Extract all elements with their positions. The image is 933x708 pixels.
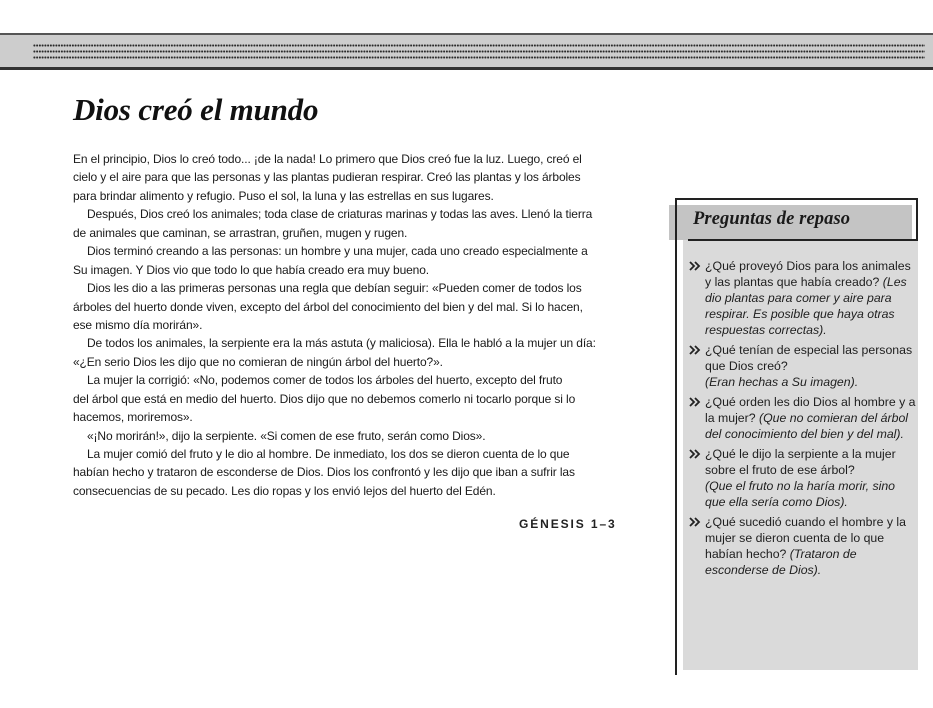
- answer-text: (Les dio plantas para comer y aire para respirar. Es posible que haya otras respuestas correctas).: [705, 275, 907, 337]
- list-item: [688, 258, 916, 338]
- text-line: «¡No morirán!», dijo la serpiente. «Si comen de ese fruto, serán como Dios».: [87, 428, 486, 443]
- paragraph: [73, 334, 653, 371]
- text-line: Dios les dio a las primeras personas una regla que debían seguir: «Pueden comer de todos los: [87, 281, 582, 296]
- text-line: de animales que caminan, se arrastran, gruñen, mugen y rugen.: [73, 225, 408, 240]
- dotted-rule: [33, 50, 925, 53]
- text-line: «¿En serio Dios les dijo que no comieran de ningún árbol del huerto?».: [73, 354, 443, 369]
- paragraph: [73, 242, 653, 279]
- paragraph: [73, 445, 653, 500]
- question-text: ¿Qué orden les dio Dios al hombre y a la mujer?: [705, 395, 916, 425]
- review-panel-border-right: [916, 198, 918, 241]
- text-line: Después, Dios creó los animales; toda clase de criaturas marinas y todas las aves. Llenó la tierra: [87, 207, 593, 222]
- list-item: [688, 394, 916, 442]
- question-text: ¿Qué sucedió cuando el hombre y la mujer se dieron cuenta de lo que habían hecho?: [705, 515, 906, 561]
- review-panel-border-left: [675, 198, 677, 675]
- paragraph: [73, 371, 653, 426]
- story-body: [73, 150, 653, 500]
- double-chevron-right-icon: [689, 449, 701, 459]
- question-text: ¿Qué proveyó Dios para los animales y las plantas que había creado?: [705, 259, 911, 289]
- double-chevron-right-icon: [689, 517, 701, 527]
- answer-text: (Que no comieran del árbol del conocimiento del bien y del mal).: [705, 411, 909, 441]
- dotted-rule: [33, 44, 925, 47]
- list-item: [688, 446, 916, 510]
- scripture-reference: GÉNESIS 1–3: [519, 517, 617, 531]
- text-line: La mujer comió del fruto y le dio al hombre. De inmediato, los dos se dieron cuenta de lo que: [87, 447, 570, 461]
- text-line: La mujer la corrigió: «No, podemos comer de todos los árboles del huerto, excepto del fruto: [87, 373, 563, 388]
- review-panel-heading: Preguntas de repaso: [693, 209, 851, 229]
- text-line: En el principio, Dios lo creó todo... ¡de la nada! Lo primero que Dios creó fue la luz. Luego, creó el: [73, 152, 582, 166]
- paragraph: [73, 205, 653, 242]
- list-item: [688, 342, 916, 390]
- double-chevron-right-icon: [689, 345, 701, 355]
- text-line: árboles del huerto donde viven, excepto del árbol del conocimiento del bien y del mal. Si lo hacen,: [73, 299, 583, 314]
- question-text: ¿Qué tenían de especial las personas que Dios creó?: [705, 343, 913, 373]
- text-line: cielo y el aire para que las personas y las plantas pudieran respirar. Creó las plantas y los árboles: [73, 170, 581, 185]
- answer-text: (Eran hechas a Su imagen).: [705, 375, 859, 389]
- list-item: [688, 514, 916, 578]
- dotted-rule: [33, 56, 925, 59]
- answer-text: (Trataron de esconderse de Dios).: [705, 547, 857, 577]
- text-line: consecuencias de su pecado. Les dio ropas y los envió lejos del huerto del Edén.: [73, 483, 496, 498]
- paragraph: [73, 279, 653, 334]
- page-title: Dios creó el mundo: [73, 92, 319, 127]
- review-panel-heading-underline: [688, 239, 918, 241]
- text-line: Dios terminó creando a las personas: un hombre y una mujer, cada uno creado especialmente a: [87, 244, 588, 259]
- text-line: Su imagen. Y Dios vio que todo lo que había creado era muy bueno.: [73, 262, 430, 277]
- text-line: De todos los animales, la serpiente era la más astuta (y maliciosa). Ella le habló a la mujer un día:: [87, 336, 596, 351]
- text-line: ese mismo día morirán».: [73, 317, 203, 332]
- answer-text: (Que el fruto no la haría morir, sino que ella sería como Dios).: [705, 479, 896, 509]
- double-chevron-right-icon: [689, 261, 701, 271]
- text-line: hacemos, moriremos».: [73, 410, 193, 425]
- question-text: ¿Qué le dijo la serpiente a la mujer sobre el fruto de ese árbol?: [705, 447, 896, 477]
- paragraph: [73, 427, 653, 445]
- review-questions-list: [688, 258, 916, 582]
- header-stripe: [0, 33, 933, 70]
- text-line: para brindar alimento y refugio. Puso el sol, la luna y las estrellas en sus lugares.: [73, 188, 494, 203]
- text-line: del árbol que está en medio del huerto. Dios dijo que no debemos comerlo ni tocarlo porque si lo: [73, 391, 576, 406]
- double-chevron-right-icon: [689, 397, 701, 407]
- paragraph: [73, 150, 653, 205]
- review-panel-border-top: [675, 198, 918, 200]
- text-line: habían hecho y trataron de esconderse de Dios. Dios los confrontó y les dijo que iban a sufrir las: [73, 465, 575, 480]
